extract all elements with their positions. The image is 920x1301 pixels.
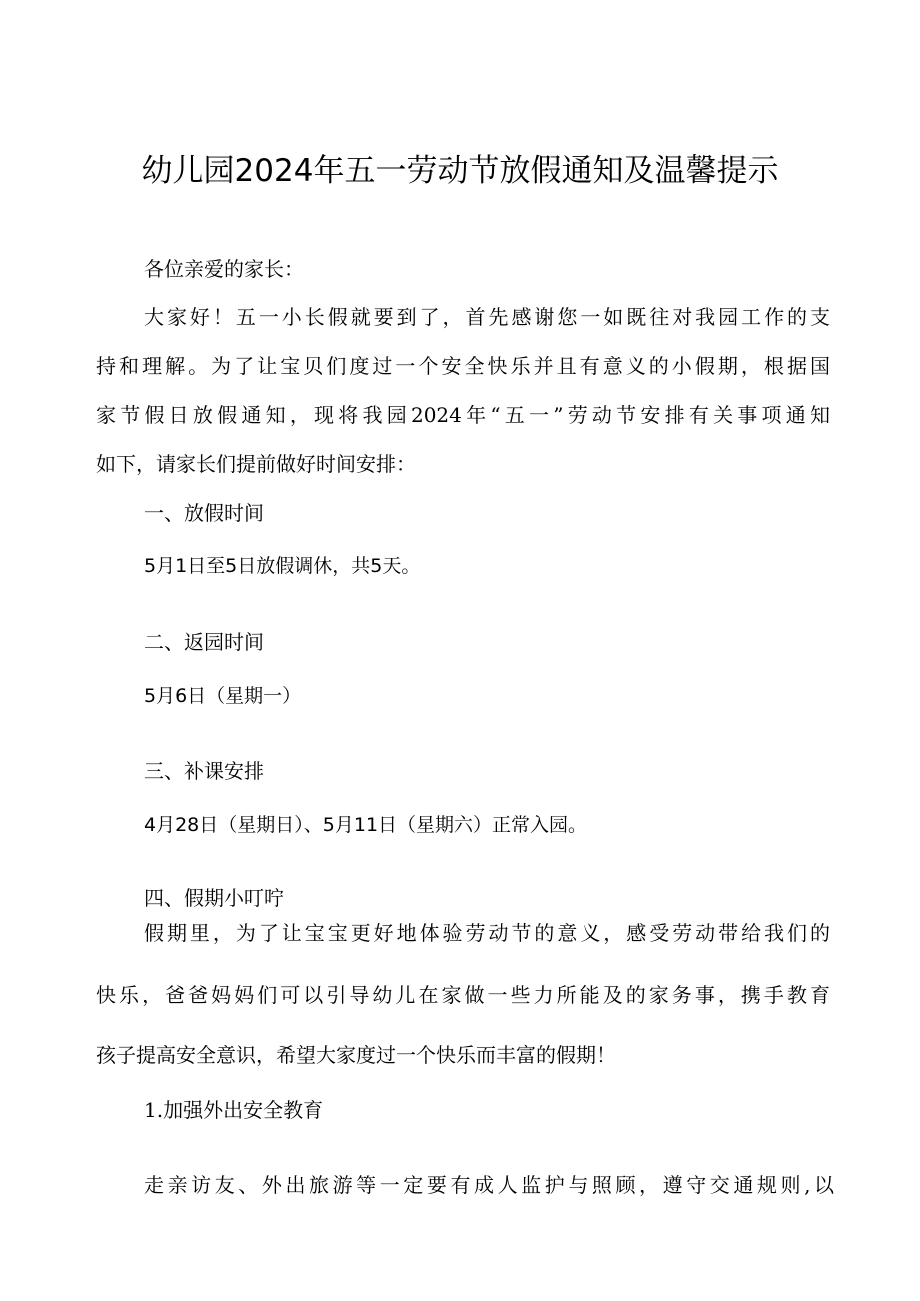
intro-line-2: 持和理解。为了让宝贝们度过一个安全快乐并且有意义的小假期，根据国: [96, 354, 830, 378]
item1-line-1: 走亲访友、外出旅游等一定要有成人监护与照顾，遵守交通规则,以: [144, 1173, 834, 1197]
tips-line-2: 快乐，爸爸妈妈们可以引导幼儿在家做一些力所能及的家务事，携手教育: [96, 983, 830, 1007]
intro-line-3: 家节假日放假通知，现将我园2024年“五一”劳动节安排有关事项通知: [96, 403, 830, 427]
item1-heading: 1.加强外出安全教育: [144, 1098, 324, 1122]
section-heading-return: 二、返园时间: [144, 630, 264, 654]
section-heading-makeup: 三、补课安排: [144, 759, 264, 783]
section-body-holiday: 5月1日至5日放假调休，共5天。: [144, 555, 421, 577]
intro-line-4: 如下，请家长们提前做好时间安排：: [96, 452, 416, 476]
tips-line-1: 假期里，为了让宝宝更好地体验劳动节的意义，感受劳动带给我们的: [144, 921, 830, 945]
intro-line-1: 大家好！五一小长假就要到了，首先感谢您一如既往对我园工作的支: [144, 305, 830, 329]
section-heading-holiday: 一、放假时间: [144, 501, 264, 525]
tips-heading: 四、假期小叮咛: [144, 886, 284, 910]
section-body-return: 5月6日（星期一）: [144, 685, 302, 707]
page-title: 幼儿园2024年五一劳动节放假通知及温馨提示: [141, 153, 779, 189]
section-body-makeup: 4月28日（星期日）、5月11日（星期六）正常入园。: [144, 814, 588, 836]
greeting: 各位亲爱的家长：: [144, 257, 304, 281]
tips-line-3: 孩子提高安全意识，希望大家度过一个快乐而丰富的假期！: [96, 1043, 616, 1067]
